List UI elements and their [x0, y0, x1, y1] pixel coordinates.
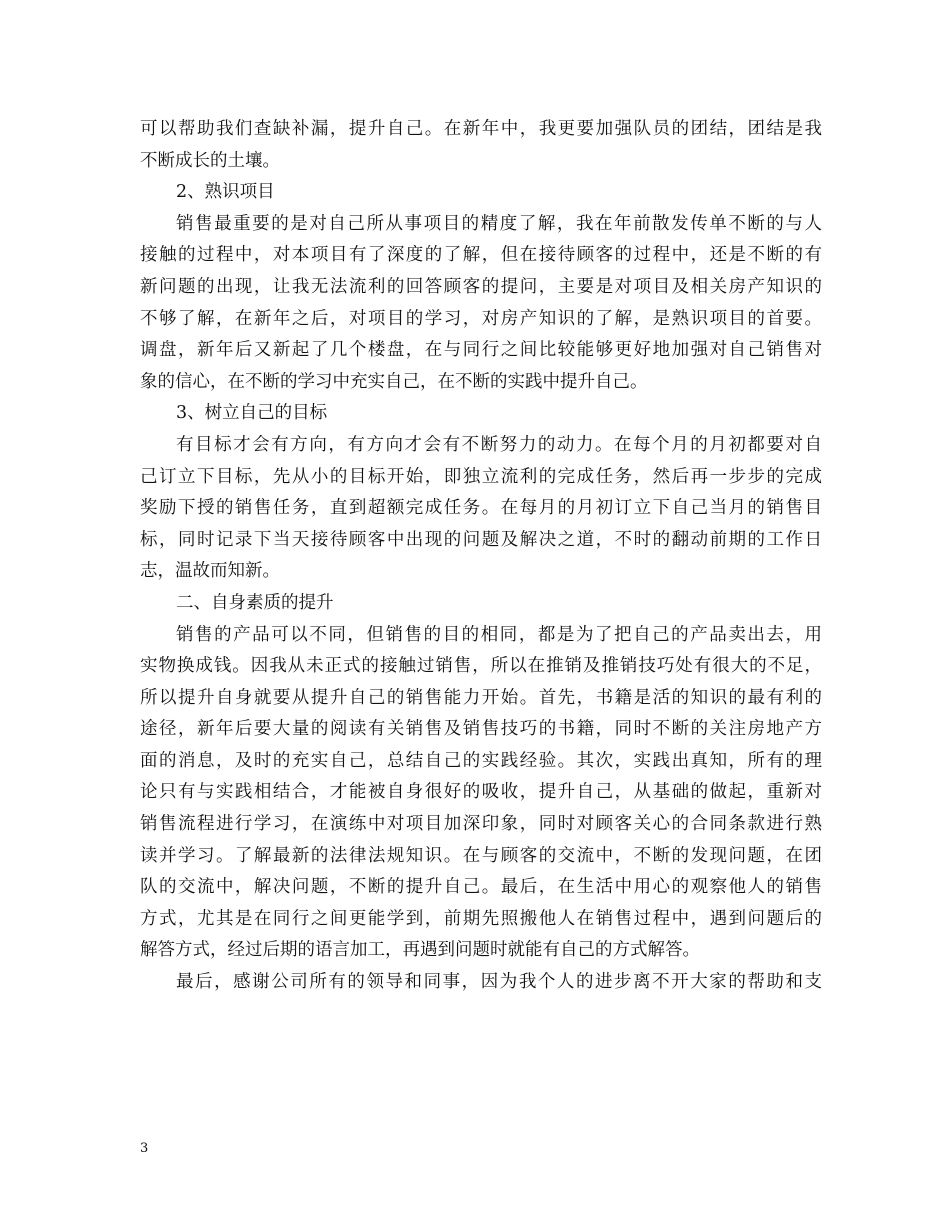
- body-text: [140, 114, 822, 999]
- text-line: 面的消息，及时的充实自己，总结自己的实践经验。其次，实践出真知，所有的理: [140, 750, 822, 771]
- text-line: 销售最重要的是对自己所从事项目的精度了解，我在年前散发传单不断的与人: [176, 213, 822, 234]
- section-heading: 3、树立自己的目标: [176, 403, 328, 424]
- text-line: 可以帮助我们查缺补漏，提升自己。在新年中，我更要加强队员的团结，团结是我: [140, 119, 822, 139]
- text-line: 有目标才会有方向，有方向才会有不断努力的动力。在每个月的月初都要对自: [176, 434, 822, 455]
- text-line: 不够了解，在新年之后，对项目的学习，对房产知识的了解，是熟识项目的首要。: [140, 308, 822, 329]
- section-heading: 2、熟识项目: [176, 182, 275, 203]
- text-line: 志，温故而知新。: [140, 561, 280, 582]
- text-line: 己订立下目标，先从小的目标开始，即独立流利的完成任务，然后再一步步的完成: [140, 466, 822, 487]
- text-line: 所以提升自身就要从提升自己的销售能力开始。首先，书籍是活的知识的最有利的: [140, 687, 822, 708]
- text-line: 销售的产品可以不同，但销售的目的相同，都是为了把自己的产品卖出去，用: [176, 624, 822, 645]
- text-line: 标，同时记录下当天接待顾客中出现的问题及解决之道，不时的翻动前期的工作日: [140, 529, 822, 550]
- section-heading: 二、自身素质的提升: [176, 592, 334, 613]
- text-line: 销售流程进行学习，在演练中对项目加深印象，同时对顾客关心的合同条款进行熟: [140, 814, 822, 835]
- text-line: 实物换成钱。因我从未正式的接触过销售，所以在推销及推销技巧处有很大的不足，: [140, 656, 822, 677]
- text-line: 解答方式，经过后期的语言加工，再遇到问题时就能有自己的方式解答。: [140, 940, 700, 961]
- text-line: 最后，感谢公司所有的领导和同事，因为我个人的进步离不开大家的帮助和支: [176, 972, 822, 993]
- text-line: 不断成长的土壤。: [140, 150, 280, 171]
- text-line: 新问题的出现，让我无法流利的回答顾客的提问，主要是对项目及相关房产知识的: [140, 276, 822, 297]
- text-line: 队的交流中，解决问题，不断的提升自己。最后，在生活中用心的观察他人的销售: [140, 877, 822, 898]
- text-line: 调盘，新年后又新起了几个楼盘，在与同行之间比较能够更好地加强对自己销售对: [140, 340, 822, 361]
- text-line: 途径，新年后要大量的阅读有关销售及销售技巧的书籍，同时不断的关注房地产方: [140, 719, 822, 740]
- text-line: 接触的过程中，对本项目有了深度的了解，但在接待顾客的过程中，还是不断的有: [140, 245, 822, 266]
- text-line: 读并学习。了解最新的法律法规知识。在与顾客的交流中，不断的发现问题，在团: [140, 845, 822, 866]
- page-number: 3: [140, 1141, 149, 1156]
- text-line: 象的信心，在不断的学习中充实自己，在不断的实践中提升自己。: [140, 371, 648, 392]
- text-line: 奖励下授的销售任务，直到超额完成任务。在每月的月初订立下自己当月的销售目: [140, 498, 822, 519]
- text-line: 方式，尤其是在同行之间更能学到，前期先照搬他人在销售过程中，遇到问题后的: [140, 908, 822, 929]
- text-line: 论只有与实践相结合，才能被自身很好的吸收，提升自己，从基础的做起，重新对: [140, 782, 822, 803]
